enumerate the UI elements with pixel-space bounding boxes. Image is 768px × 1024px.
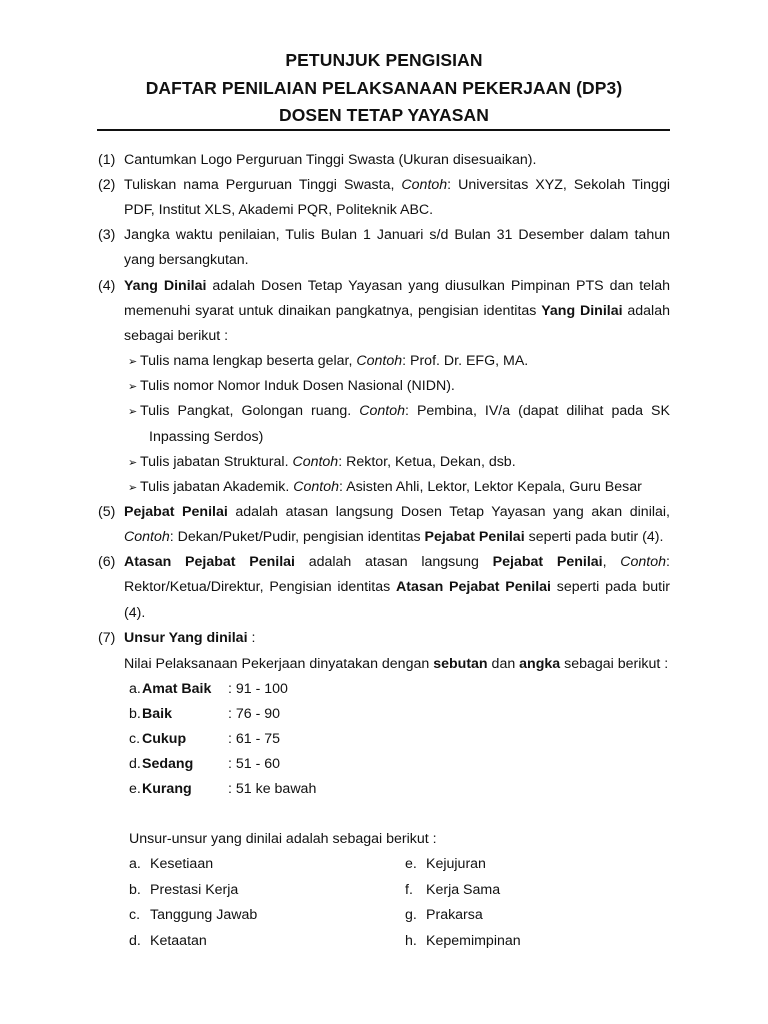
sub-bullet-3-line-2: Inpassing Serdos): [149, 429, 264, 445]
item-number-3: (3): [98, 227, 116, 243]
title-line-2: DAFTAR PENILAIAN PELAKSANAAN PEKERJAAN (DP3): [145, 78, 623, 98]
sub-bullet-1: ➢ Tulis nama lengkap beserta gelar, Contoh: Prof. Dr. EFG, MA.: [128, 353, 529, 369]
unsur-item: b. Prestasi Kerja: [129, 882, 239, 898]
item-number-7: (7): [98, 630, 116, 646]
arrow-bullet-icon: ➢: [128, 457, 138, 469]
item-number-6: (6): [98, 554, 116, 570]
item-7-line-2: Nilai Pelaksanaan Pekerjaan dinyatakan dengan sebutan dan angka sebagai berikut :: [124, 656, 669, 672]
item-5-line-1: Pejabat Penilai adalah atasan langsung Dosen Tetap Yayasan yang akan dinilai,: [124, 504, 670, 520]
unsur-intro: Unsur-unsur yang dinilai adalah sebagai berikut :: [129, 831, 437, 847]
sub-bullet-2: ➢ Tulis nomor Nomor Induk Dosen Nasional (NIDN).: [128, 378, 455, 394]
item-number-1: (1): [98, 152, 116, 168]
item-6-line-1: Atasan Pejabat Penilai adalah atasan langsung Pejabat Penilai, Contoh:: [124, 554, 670, 570]
title-line-1: PETUNJUK PENGISIAN: [285, 50, 483, 70]
item-7-heading: Unsur Yang dinilai :: [124, 630, 256, 646]
arrow-bullet-icon: ➢: [128, 482, 138, 494]
arrow-bullet-icon: ➢: [128, 381, 138, 393]
grade-row: d. Sedang : 51 - 60: [129, 756, 281, 772]
title-line-3: DOSEN TETAP YAYASAN: [278, 105, 490, 125]
item-6-line-2: Rektor/Ketua/Direktur, Pengisian identitas Atasan Pejabat Penilai seperti pada butir: [124, 579, 670, 595]
item-3-line-2: yang bersangkutan.: [124, 252, 249, 268]
item-4-line-3: sebagai berikut :: [124, 328, 229, 344]
item-number-2: (2): [98, 177, 116, 193]
unsur-item: h. Kepemimpinan: [405, 933, 521, 949]
arrow-bullet-icon: ➢: [128, 406, 138, 418]
unsur-item: g. Prakarsa: [405, 907, 483, 923]
unsur-item: c. Tanggung Jawab: [129, 907, 258, 923]
sub-bullet-5: ➢ Tulis jabatan Akademik. Contoh: Asisten Ahli, Lektor, Lektor Kepala, Guru Besar: [128, 479, 642, 495]
item-1-text: Cantumkan Logo Perguruan Tinggi Swasta (Ukuran disesuaikan).: [124, 152, 537, 168]
item-5-line-2: Contoh: Dekan/Puket/Pudir, pengisian identitas Pejabat Penilai seperti pada butir (4).: [124, 529, 664, 545]
item-6-line-3: (4).: [124, 605, 146, 621]
grade-row: b. Baik : 76 - 90: [129, 706, 281, 722]
item-2-line-2: PDF, Institut XLS, Akademi PQR, Politeknik ABC.: [124, 202, 434, 218]
unsur-item: a. Kesetiaan: [129, 856, 214, 872]
item-4-line-1: Yang Dinilai adalah Dosen Tetap Yayasan yang diusulkan Pimpinan PTS dan telah: [124, 278, 670, 294]
item-number-4: (4): [98, 278, 116, 294]
title-divider: [97, 129, 670, 131]
unsur-item: d. Ketaatan: [129, 933, 207, 949]
item-4-line-2: memenuhi syarat untuk dinaikan pangkatnya, pengisian identitas Yang Dinilai adalah: [124, 303, 670, 319]
sub-bullet-3: ➢ Tulis Pangkat, Golongan ruang. Contoh: Pembina, IV/a (dapat dilihat pada SK: [128, 403, 670, 419]
sub-bullet-4: ➢ Tulis jabatan Struktural. Contoh: Rektor, Ketua, Dekan, dsb.: [128, 454, 516, 470]
arrow-bullet-icon: ➢: [128, 356, 138, 368]
unsur-item: e. Kejujuran: [405, 856, 486, 872]
item-2-line-1: Tuliskan nama Perguruan Tinggi Swasta, Contoh: Universitas XYZ, Sekolah Tinggi: [124, 177, 670, 193]
grade-row: e. Kurang : 51 ke bawah: [129, 781, 317, 797]
item-number-5: (5): [98, 504, 116, 520]
grade-row: a. Amat Baik : 91 - 100: [129, 681, 288, 697]
unsur-item: f. Kerja Sama: [405, 882, 501, 898]
item-3-line-1: Jangka waktu penilaian, Tulis Bulan 1 Januari s/d Bulan 31 Desember dalam tahun: [124, 227, 670, 243]
grade-row: c. Cukup : 61 - 75: [129, 731, 281, 747]
